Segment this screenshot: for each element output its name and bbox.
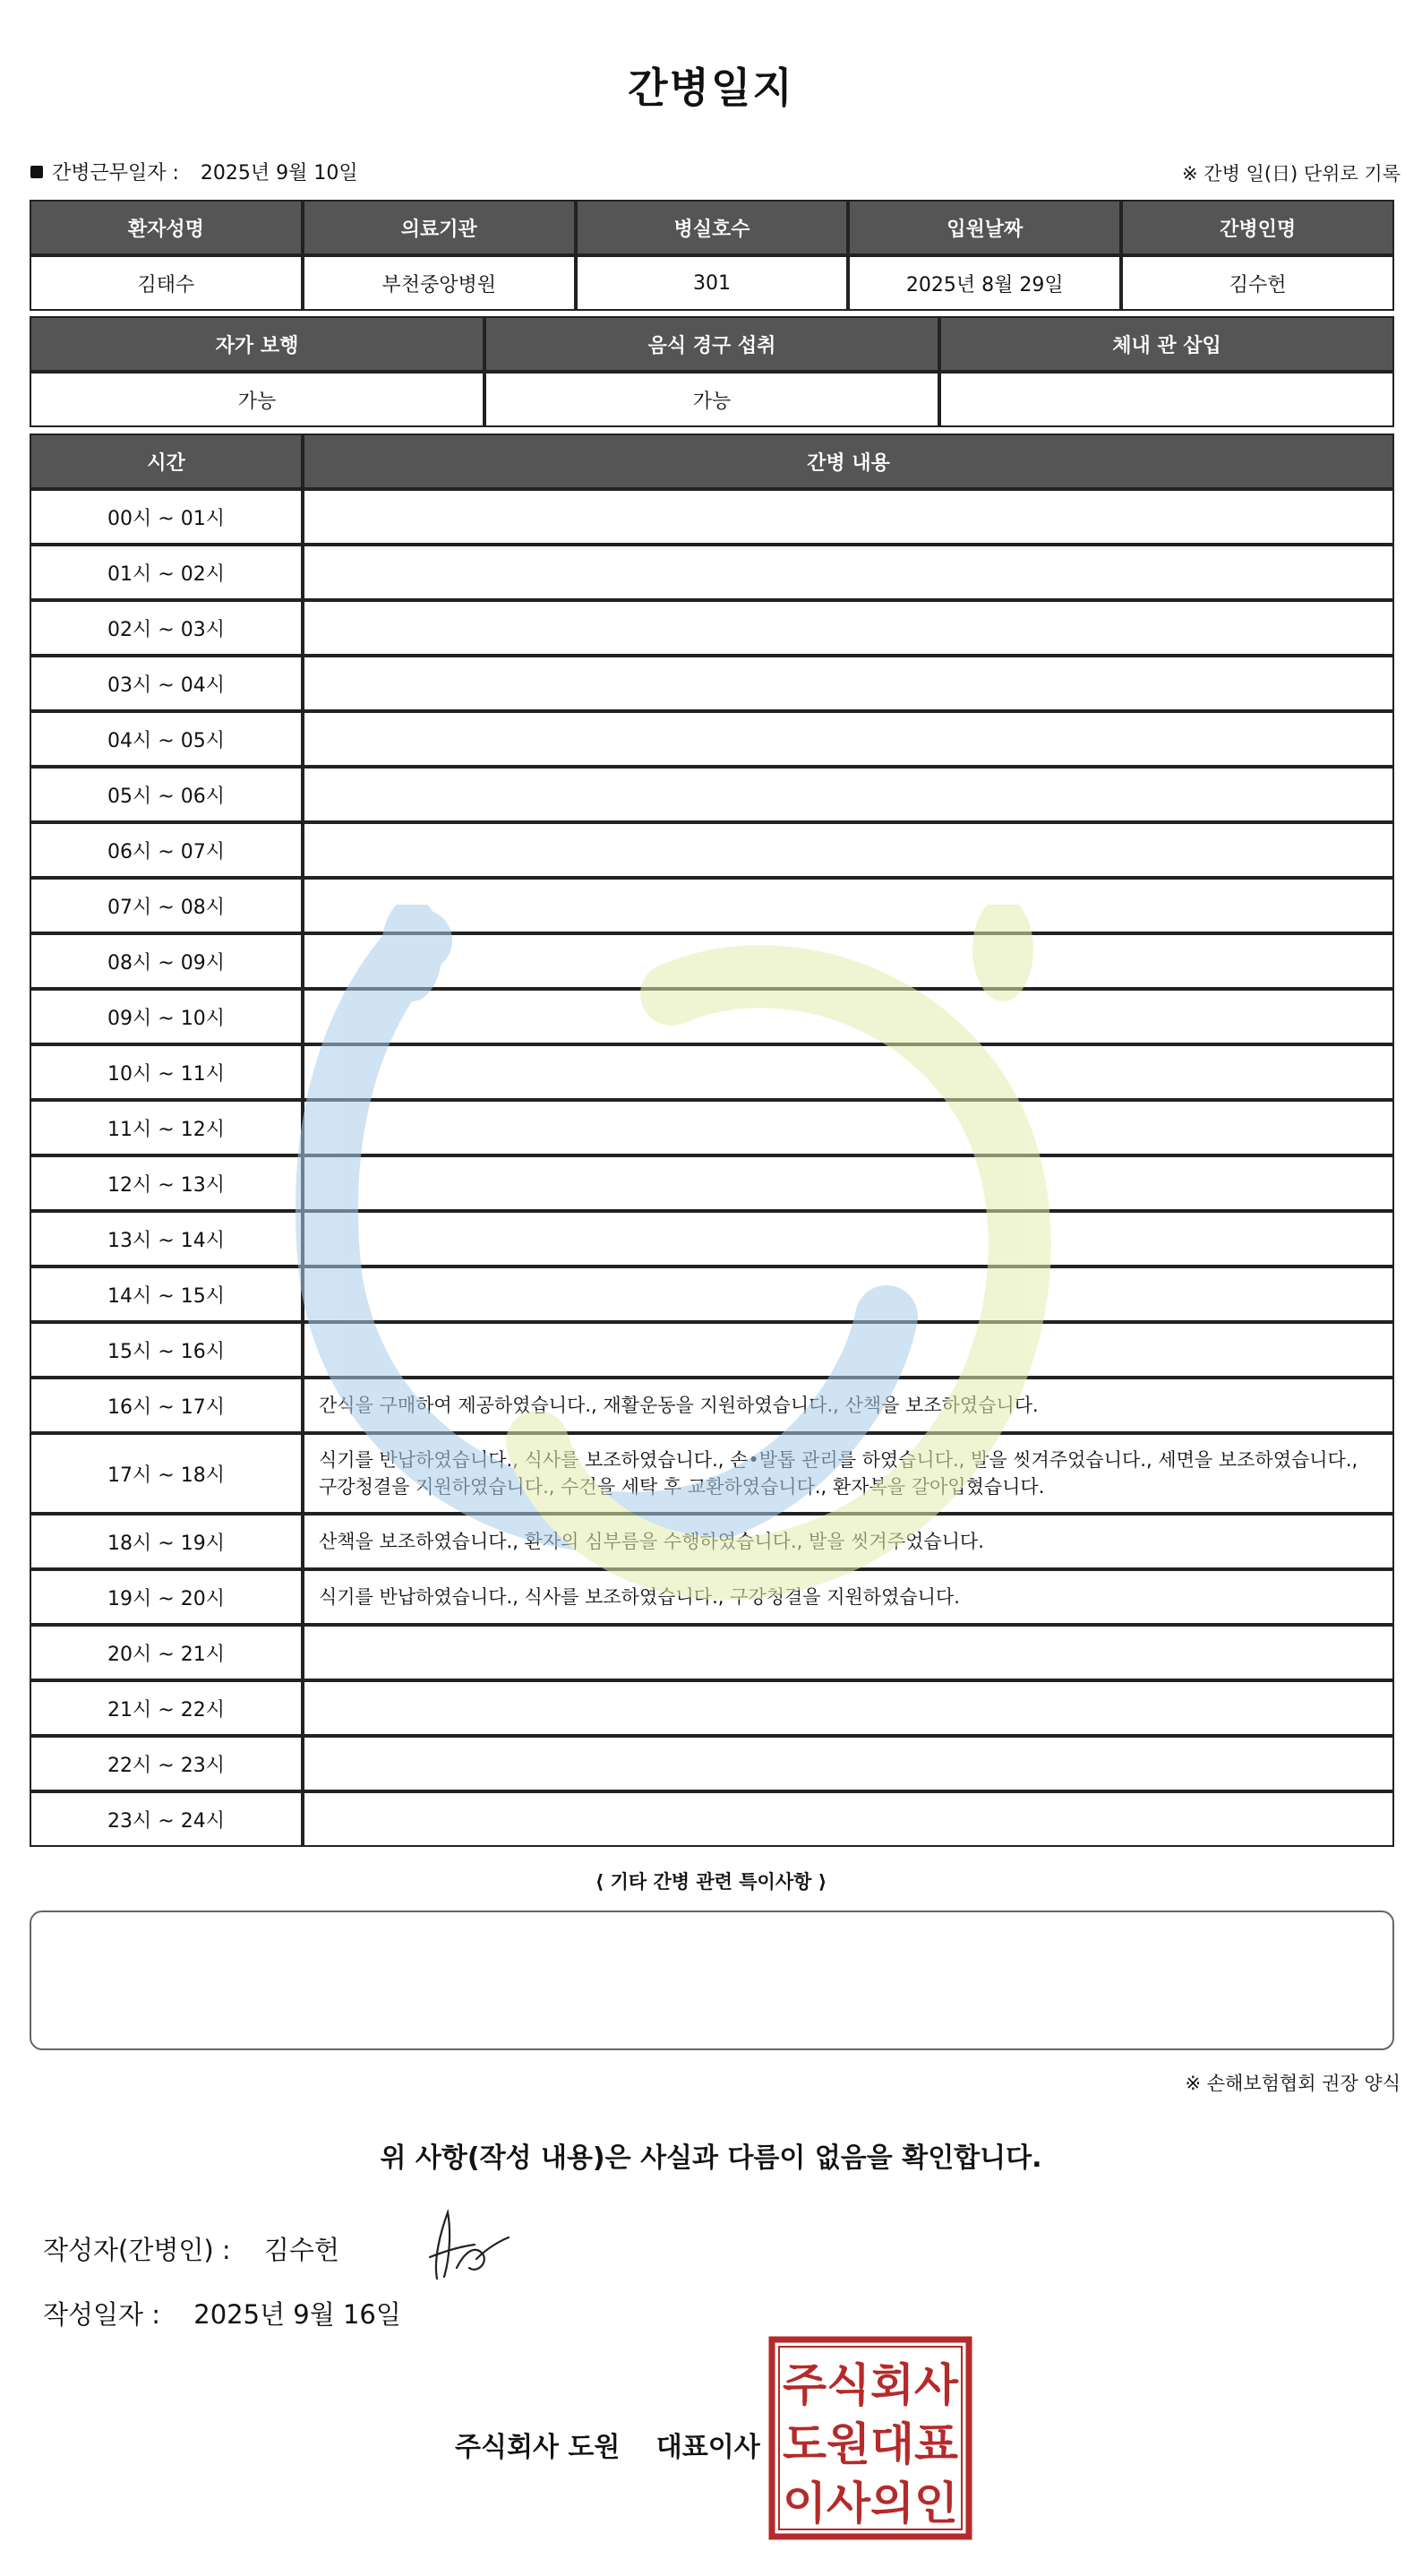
time-slot-cell: 10시 ~ 11시 bbox=[30, 1044, 303, 1100]
care-log-row bbox=[30, 711, 1394, 767]
writer-label: 작성자(간병인) : bbox=[43, 2235, 231, 2265]
written-date-value: 2025년 9월 16일 bbox=[193, 2299, 401, 2330]
care-log-row bbox=[30, 1433, 1394, 1514]
care-log-row bbox=[30, 1569, 1394, 1625]
time-slot-cell: 03시 ~ 04시 bbox=[30, 656, 303, 711]
care-content-cell bbox=[303, 600, 1394, 656]
time-slot-cell: 02시 ~ 03시 bbox=[30, 600, 303, 656]
care-log-row bbox=[30, 878, 1394, 933]
care-content-cell bbox=[303, 1736, 1394, 1791]
extra-notes-title: ⟨ 기타 간병 관련 특이사항 ⟩ bbox=[595, 1871, 827, 1893]
info-header-cell: 입원날짜 bbox=[848, 200, 1121, 255]
care-content-cell bbox=[303, 656, 1394, 711]
time-slot-cell: 18시 ~ 19시 bbox=[30, 1514, 303, 1569]
document-title: 간병일지 bbox=[628, 64, 794, 112]
status-header-cell: 체내 관 삽입 bbox=[939, 316, 1394, 372]
patient-info-table bbox=[30, 200, 1394, 311]
care-content-cell bbox=[303, 933, 1394, 989]
info-value-cell: 301 bbox=[576, 255, 849, 311]
confirmation-statement: 위 사항(작성 내용)은 사실과 다름이 없음을 확인합니다. bbox=[380, 2142, 1042, 2174]
time-slot-cell: 04시 ~ 05시 bbox=[30, 711, 303, 767]
patient-info-value-row bbox=[30, 255, 1394, 311]
care-content-cell: 식기를 반납하였습니다., 식사를 보조하였습니다., 손•발톱 관리를 하였습니다., 발을 씻겨주었습니다., 세면을 보조하였습니다., 구강청결을 지원하였습니다., 수건을 세탁 후 교환하였습니다., 환자복을 갈아입혔습니다. bbox=[303, 1433, 1394, 1514]
seal-line-3: 이사의인 bbox=[783, 2477, 958, 2529]
time-slot-cell: 21시 ~ 22시 bbox=[30, 1680, 303, 1736]
info-value-cell: 김태수 bbox=[30, 255, 303, 311]
time-slot-cell: 23시 ~ 24시 bbox=[30, 1791, 303, 1847]
company-name: 주식회사 도원 bbox=[455, 2432, 621, 2463]
care-log-row bbox=[30, 822, 1394, 878]
status-header-cell: 음식 경구 섭취 bbox=[484, 316, 939, 372]
care-log-row bbox=[30, 489, 1394, 545]
care-log-row bbox=[30, 1514, 1394, 1569]
care-content-cell bbox=[303, 878, 1394, 933]
care-log-row bbox=[30, 767, 1394, 822]
content-column-header: 간병 내용 bbox=[303, 434, 1394, 489]
time-slot-cell: 09시 ~ 10시 bbox=[30, 989, 303, 1044]
care-content-cell bbox=[303, 1625, 1394, 1680]
patient-info-header-row bbox=[30, 200, 1394, 255]
care-content-cell: 간식을 구매하여 제공하였습니다., 재활운동을 지원하였습니다., 산책을 보조하였습니다. bbox=[303, 1378, 1394, 1433]
time-slot-cell: 19시 ~ 20시 bbox=[30, 1569, 303, 1625]
written-date-label: 작성일자 : bbox=[43, 2299, 161, 2330]
care-content-cell bbox=[303, 489, 1394, 545]
care-log-row bbox=[30, 1155, 1394, 1211]
handwritten-signature bbox=[421, 2205, 510, 2284]
company-line bbox=[455, 2425, 760, 2464]
seal-line-2: 도원대표 bbox=[783, 2418, 959, 2470]
work-date-value: 2025년 9월 10일 bbox=[200, 162, 358, 185]
care-log-row bbox=[30, 933, 1394, 989]
care-log-header-row bbox=[30, 434, 1394, 489]
ceo-title: 대표이사 bbox=[655, 2432, 760, 2463]
care-log-row bbox=[30, 1211, 1394, 1267]
info-header-cell: 병실호수 bbox=[576, 200, 849, 255]
time-slot-cell: 00시 ~ 01시 bbox=[30, 489, 303, 545]
info-value-cell: 부천중앙병원 bbox=[303, 255, 576, 311]
time-slot-cell: 15시 ~ 16시 bbox=[30, 1322, 303, 1378]
time-slot-cell: 07시 ~ 08시 bbox=[30, 878, 303, 933]
time-slot-cell: 05시 ~ 06시 bbox=[30, 767, 303, 822]
time-slot-cell: 06시 ~ 07시 bbox=[30, 822, 303, 878]
info-value-cell: 2025년 8월 29일 bbox=[848, 255, 1121, 311]
time-slot-cell: 08시 ~ 09시 bbox=[30, 933, 303, 989]
care-content-cell bbox=[303, 1155, 1394, 1211]
insurance-form-note: ※ 손해보험협회 권장 양식 bbox=[1185, 2073, 1401, 2094]
patient-status-value-row bbox=[30, 372, 1394, 427]
care-content-cell: 식기를 반납하였습니다., 식사를 보조하였습니다., 구강청결을 지원하였습니다. bbox=[303, 1569, 1394, 1625]
care-content-cell bbox=[303, 711, 1394, 767]
status-value-cell: 가능 bbox=[484, 372, 939, 427]
care-content-cell bbox=[303, 767, 1394, 822]
care-log-row bbox=[30, 1100, 1394, 1155]
status-value-cell bbox=[939, 372, 1394, 427]
care-content-cell: 산책을 보조하였습니다., 환자의 심부름을 수행하였습니다., 발을 씻겨주었습니다. bbox=[303, 1514, 1394, 1569]
care-log-row bbox=[30, 1322, 1394, 1378]
care-content-cell bbox=[303, 1044, 1394, 1100]
care-log-row bbox=[30, 989, 1394, 1044]
care-log-row bbox=[30, 1680, 1394, 1736]
info-header-cell: 간병인명 bbox=[1121, 200, 1394, 255]
writer-name: 김수헌 bbox=[263, 2235, 339, 2265]
care-content-cell bbox=[303, 1322, 1394, 1378]
care-log-row bbox=[30, 656, 1394, 711]
time-slot-cell: 13시 ~ 14시 bbox=[30, 1211, 303, 1267]
square-bullet-icon bbox=[30, 166, 43, 178]
care-log-row bbox=[30, 600, 1394, 656]
care-content-cell bbox=[303, 822, 1394, 878]
time-slot-cell: 12시 ~ 13시 bbox=[30, 1155, 303, 1211]
care-content-cell bbox=[303, 1680, 1394, 1736]
written-date-line bbox=[43, 2295, 401, 2331]
extra-notes-box bbox=[30, 1911, 1394, 2050]
company-seal-stamp bbox=[768, 2336, 972, 2540]
daily-record-note: ※ 간병 일(日) 단위로 기록 bbox=[1182, 163, 1401, 185]
time-slot-cell: 20시 ~ 21시 bbox=[30, 1625, 303, 1680]
time-slot-cell: 11시 ~ 12시 bbox=[30, 1100, 303, 1155]
care-content-cell bbox=[303, 545, 1394, 600]
time-column-header: 시간 bbox=[30, 434, 303, 489]
care-log-table bbox=[30, 434, 1394, 1847]
care-log-row bbox=[30, 1378, 1394, 1433]
care-content-cell bbox=[303, 1211, 1394, 1267]
patient-status-header-row bbox=[30, 316, 1394, 372]
writer-line bbox=[43, 2230, 339, 2267]
status-header-cell: 자가 보행 bbox=[30, 316, 484, 372]
care-log-row bbox=[30, 545, 1394, 600]
care-content-cell bbox=[303, 989, 1394, 1044]
care-content-cell bbox=[303, 1791, 1394, 1847]
work-date-label: 간병근무일자 : bbox=[52, 162, 179, 185]
time-slot-cell: 16시 ~ 17시 bbox=[30, 1378, 303, 1433]
status-value-cell: 가능 bbox=[30, 372, 484, 427]
care-log-row bbox=[30, 1791, 1394, 1847]
care-log-row bbox=[30, 1044, 1394, 1100]
patient-status-table bbox=[30, 316, 1394, 427]
seal-line-1: 주식회사 bbox=[783, 2359, 959, 2411]
info-header-cell: 의료기관 bbox=[303, 200, 576, 255]
time-slot-cell: 17시 ~ 18시 bbox=[30, 1433, 303, 1514]
time-slot-cell: 14시 ~ 15시 bbox=[30, 1267, 303, 1322]
info-value-cell: 김수헌 bbox=[1121, 255, 1394, 311]
care-log-row bbox=[30, 1736, 1394, 1791]
care-log-row bbox=[30, 1267, 1394, 1322]
time-slot-cell: 01시 ~ 02시 bbox=[30, 545, 303, 600]
info-header-cell: 환자성명 bbox=[30, 200, 303, 255]
work-date-line bbox=[30, 158, 358, 185]
care-log-row bbox=[30, 1625, 1394, 1680]
care-content-cell bbox=[303, 1267, 1394, 1322]
time-slot-cell: 22시 ~ 23시 bbox=[30, 1736, 303, 1791]
care-content-cell bbox=[303, 1100, 1394, 1155]
